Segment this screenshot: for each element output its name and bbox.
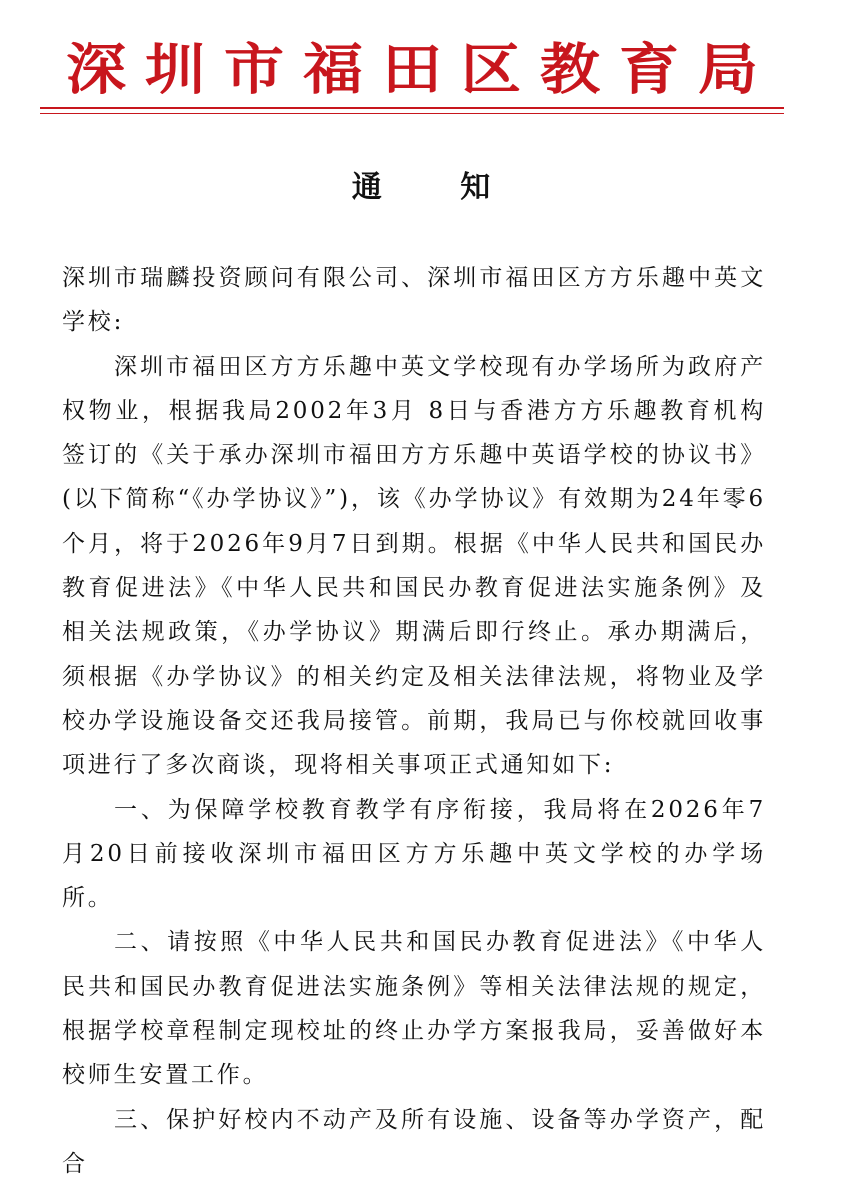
letterhead-char: 教 xyxy=(540,37,600,103)
document-body xyxy=(62,256,766,1186)
addressee: 深圳市瑞麟投资顾问有限公司、深圳市福田区方方乐趣中英文学校: xyxy=(62,265,766,336)
letterhead-char: 区 xyxy=(461,37,521,103)
body-paragraph: 深圳市福田区方方乐趣中英文学校现有办学场所为政府产权物业，根据我局2002年3月 8日与香港方方乐趣教育机构签订的《关于承办深圳市福田方方乐趣中英语学校的协议书》(以下简称“《办学协议》”)，该《办学协议》有效期为24年零6个月，将于2026年9月7日到期。根据《中华人民共和国民办教育促进法》《中华人民共和国民办教育促进法实施条例》及相关法规政策，《办学协议》期满后即行终止。承办期满后，须根据《办学协议》的相关约定及相关法律法规，将物业及学校办学设施设备交还我局接管。前期，我局已与你校就回收事项进行了多次商谈，现将相关事项正式通知如下: xyxy=(62,353,766,779)
letterhead-char: 育 xyxy=(619,37,679,103)
letterhead-title xyxy=(40,36,784,104)
letterhead-char: 田 xyxy=(382,37,442,103)
letterhead-char: 局 xyxy=(698,37,758,103)
letterhead-rule-thin xyxy=(40,113,784,114)
numbered-item: 三、保护好校内不动产及所有设施、设备等办学资产，配合 xyxy=(62,1106,766,1177)
document-title: 通 知 xyxy=(351,170,525,205)
letterhead-char: 福 xyxy=(303,37,363,103)
letterhead-char: 圳 xyxy=(145,37,205,103)
letterhead-char: 市 xyxy=(224,37,284,103)
letterhead-rule-thick xyxy=(40,107,784,109)
numbered-item: 一、为保障学校教育教学有序衔接，我局将在2026年7月20日前接收深圳市福田区方方乐趣中英文学校的办学场所。 xyxy=(62,796,766,912)
letterhead xyxy=(40,36,784,108)
letterhead-char: 深 xyxy=(66,37,126,103)
numbered-item: 二、请按照《中华人民共和国民办教育促进法》《中华人民共和国民办教育促进法实施条例》等相关法律法规的规定，根据学校章程制定现校址的终止办学方案报我局，妥善做好本校师生安置工作。 xyxy=(62,929,766,1089)
